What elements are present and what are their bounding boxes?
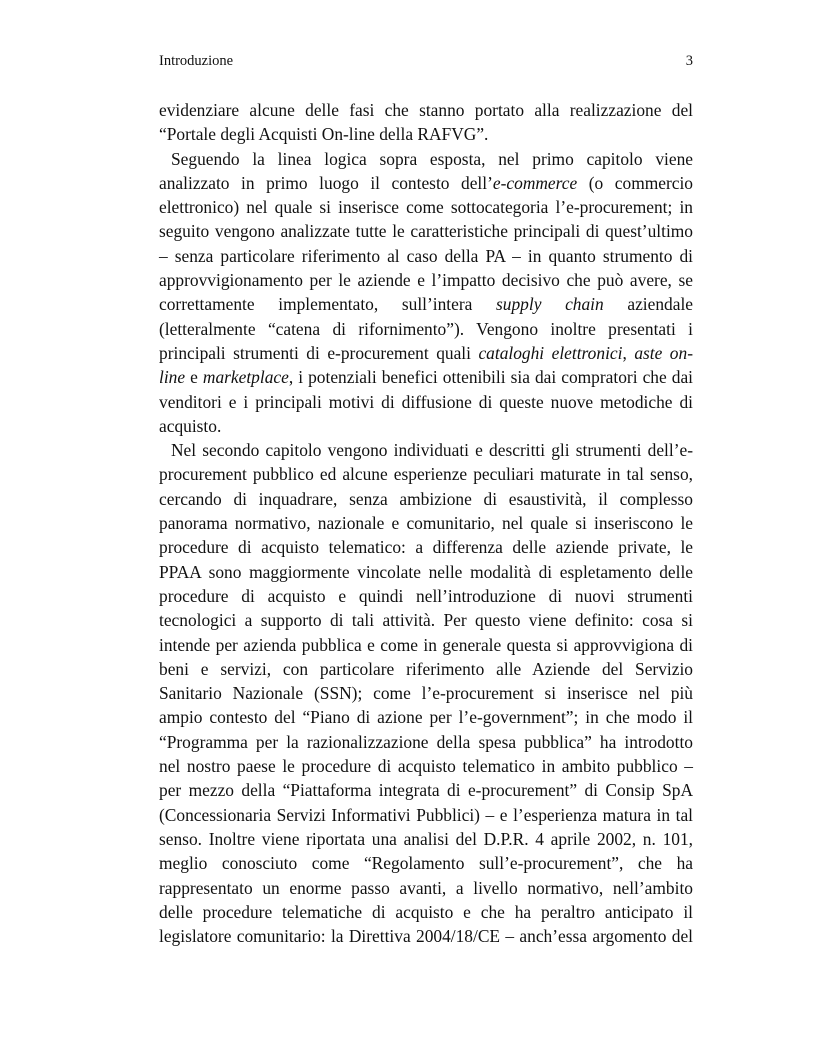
text-line: rappresentato un enorme passo avanti, a livello normativo, nell’ambito (159, 877, 693, 898)
text-line: elettronico) nel quale si inserisce come sottocategoria l’e-procurement; in (159, 197, 693, 218)
text-line: line e marketplace, i potenziali benefici ottenibili sia dai compratori che dai (159, 367, 693, 388)
text-line: beni e servizi, con particolare riferimento alle Aziende del Servizio (159, 658, 693, 679)
text-line: delle procedure telematiche di acquisto e che ha peraltro anticipato il (159, 901, 693, 922)
body-text (159, 98, 693, 948)
text-line: “Programma per la razionalizzazione della spesa pubblica” ha introdotto (159, 731, 693, 752)
text-line: – senza particolare riferimento al caso della PA – in quanto strumento di (159, 245, 693, 266)
text-line: legislatore comunitario: la Direttiva 2004/18/CE – anch’essa argomento del (159, 926, 693, 947)
text-line: per mezzo della “Piattaforma integrata di e-procurement” di Consip SpA (159, 780, 693, 801)
text-line: (Concessionaria Servizi Informativi Pubblici) – e l’esperienza matura in tal (159, 804, 693, 825)
text-line: Nel secondo capitolo vengono individuati e descritti gli strumenti dell’e- (171, 440, 693, 461)
text-line: senso. Inoltre viene riportata una analisi del D.P.R. 4 aprile 2002, n. 101, (159, 828, 693, 849)
page-number: 3 (685, 53, 693, 69)
text-line: principali strumenti di e-procurement quali cataloghi elettronici, aste on- (159, 342, 693, 363)
text-line: correttamente implementato, sull’intera supply chain aziendale (159, 294, 694, 315)
text-line: venditori e i principali motivi di diffusione di queste nuove metodiche di (159, 391, 693, 412)
text-line: PPAA sono maggiormente vincolate nelle modalità di espletamento delle (159, 561, 693, 582)
text-line: nel nostro paese le procedure di acquisto telematico in ambito pubblico – (159, 756, 693, 777)
text-line: panorama normativo, nazionale e comunitario, nel quale si inseriscono le (159, 513, 693, 534)
text-line: procurement pubblico ed alcune esperienze peculiari maturate in tal senso, (159, 464, 693, 485)
text-line: procedure di acquisto telematico: a differenza delle aziende private, le (159, 537, 693, 558)
chapter-title: Introduzione (159, 53, 234, 69)
text-line: Sanitario Nazionale (SSN); come l’e-procurement si inserisce nel più (159, 683, 693, 704)
text-line: meglio conosciuto come “Regolamento sull’e-procurement”, che ha (159, 853, 693, 874)
text-line: acquisto. (159, 415, 222, 436)
text-line: seguito vengono analizzate tutte le caratteristiche principali di quest’ultimo (159, 221, 693, 242)
text-line: ampio contesto del “Piano di azione per l’e-government”; in che modo il (159, 707, 693, 728)
text-line: Seguendo la linea logica sopra esposta, nel primo capitolo viene (171, 148, 693, 169)
text-line: evidenziare alcune delle fasi che stanno portato alla realizzazione del (159, 100, 693, 120)
text-line: tecnologici a supporto di tali attività. Per questo viene definito: cosa si (159, 610, 693, 631)
text-line: analizzato in primo luogo il contesto dell’e-commerce (o commercio (159, 172, 694, 193)
text-line: procedure di acquisto e quindi nell’introduzione di nuovi strumenti (159, 585, 693, 606)
text-line: cercando di inquadrare, senza ambizione di esaustività, il complesso (159, 488, 693, 509)
text-line: (letteralmente “catena di rifornimento”). Vengono inoltre presentati i (159, 318, 693, 339)
text-line: intende per azienda pubblica e come in generale questa si approvvigiona di (159, 634, 693, 655)
text-line: “Portale degli Acquisti On-line della RAFVG”. (159, 124, 489, 145)
running-header (159, 53, 693, 73)
text-line: approvvigionamento per le aziende e l’impatto decisivo che può avere, se (159, 270, 693, 291)
